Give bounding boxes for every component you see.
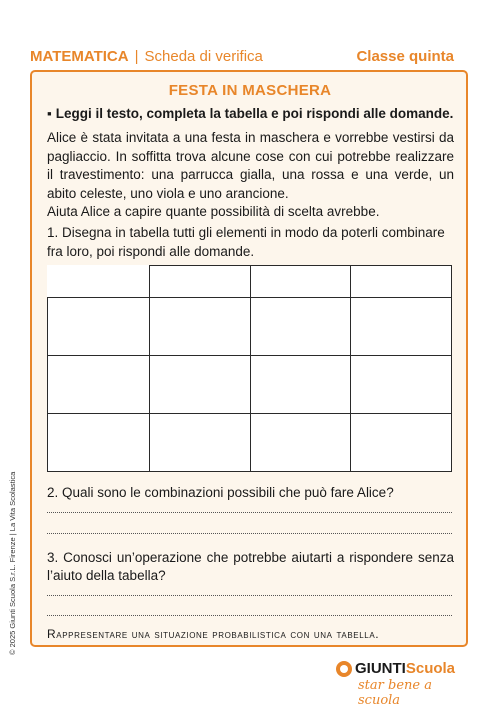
table-cell[interactable] [150, 356, 251, 414]
table-cell[interactable] [150, 414, 251, 472]
class-level-label: Classe quinta [356, 47, 454, 65]
table-cell[interactable] [351, 414, 452, 472]
combination-table [47, 265, 452, 472]
giunti-g-icon [336, 661, 352, 677]
publisher-logo [336, 660, 466, 708]
table-header-cell[interactable] [150, 266, 251, 298]
logo-brand-part2: Scuola [405, 660, 456, 677]
table-header-cell[interactable] [351, 266, 452, 298]
sheet-type-label: Scheda di verifica [144, 47, 263, 65]
header-separator: | [134, 47, 139, 65]
table-cell[interactable] [250, 356, 351, 414]
table-cell[interactable] [250, 298, 351, 356]
instruction [47, 106, 460, 121]
copyright-notice: © 2025 Giunti Scuola S.r.L. Firenze | La Vita Scolastica [8, 471, 17, 655]
page-header [30, 44, 454, 68]
table-cell[interactable] [351, 298, 452, 356]
story-paragraph-2: Aiuta Alice a capire quante possibilità di scelta avrebbe. [47, 204, 380, 219]
subject-label: MATEMATICA [30, 47, 129, 65]
logo-brand-part1: GIUNTI [355, 660, 406, 677]
table-cell[interactable] [150, 298, 251, 356]
table-row-header-cell[interactable] [48, 414, 150, 472]
table-cell[interactable] [250, 414, 351, 472]
table-cell[interactable] [351, 356, 452, 414]
answer-line[interactable] [47, 533, 452, 534]
worksheet-title: FESTA IN MASCHERA [168, 82, 332, 99]
table-header-cell[interactable] [250, 266, 351, 298]
table-corner-cell [48, 266, 150, 298]
table-row-header-cell[interactable] [48, 356, 150, 414]
answer-line[interactable] [47, 595, 452, 596]
instruction-text: Leggi il testo, completa la tabella e poi rispondi alle domande. [55, 106, 454, 121]
answer-line[interactable] [47, 512, 452, 513]
story-paragraph-1: Alice è stata invitata a una festa in maschera e vorrebbe vestirsi da pagliaccio. In soffitta trova alcune cose con cui potrebbe realizzare il travestimento: una parrucca gialla, una rossa e una verde, un abito celeste, uno viola e uno arancione. [47, 130, 454, 201]
question-2: 2. Quali sono le combinazioni possibili che può fare Alice? [47, 485, 394, 500]
answer-line[interactable] [47, 615, 452, 616]
bullet-icon: ▪ [47, 106, 52, 121]
learning-objective: Rappresentare una situazione probabilistica con una tabella. [47, 627, 380, 641]
story-text [47, 129, 454, 222]
question-1: 1. Disegna in tabella tutti gli elementi in modo da poterli combinare fra loro, poi rispondi alle domande. [47, 225, 445, 259]
logo-tagline: star bene a scuola [358, 678, 432, 708]
table-row-header-cell[interactable] [48, 298, 150, 356]
question-3: 3. Conosci un’operazione che potrebbe aiutarti a rispondere senza l’aiuto della tabella? [47, 550, 454, 583]
